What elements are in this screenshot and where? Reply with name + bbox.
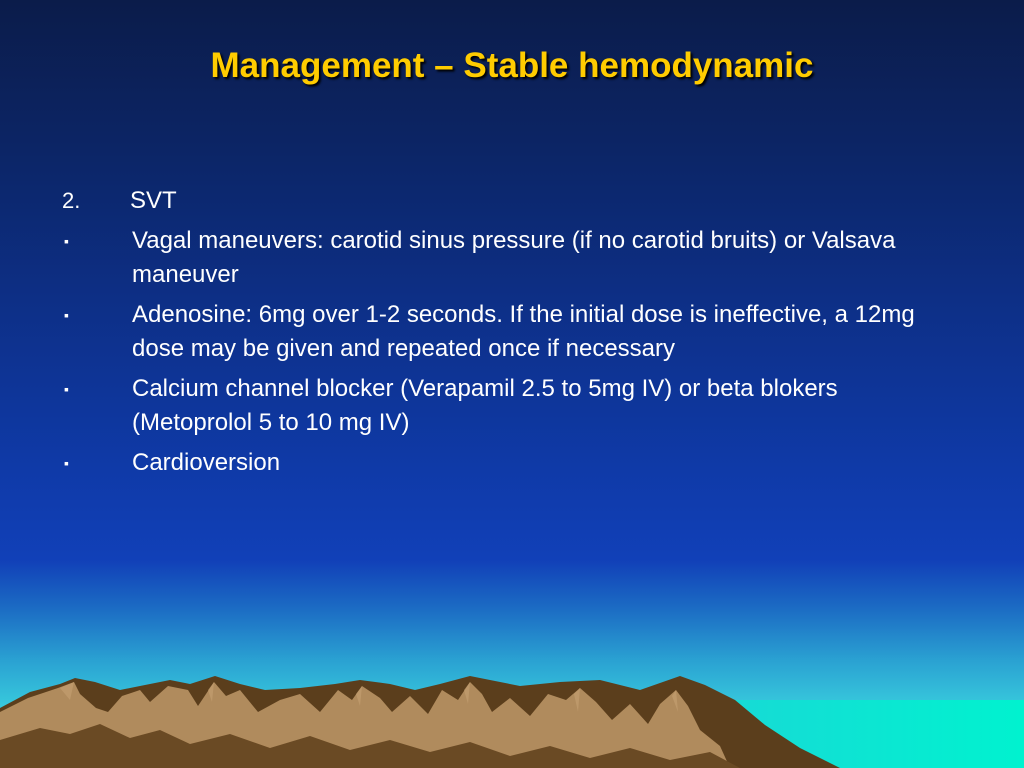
list-item-text: Calcium channel blocker (Verapamil 2.5 to 5mg IV) or beta blokers (Metoprolol 5 to 10 mg IV) xyxy=(132,375,838,436)
list-number: 2. xyxy=(62,188,81,213)
bullet-icon: ▪ xyxy=(64,307,69,323)
bullet-icon: ▪ xyxy=(64,233,69,249)
list-item-text: Adenosine: 6mg over 1-2 seconds. If the initial dose is ineffective, a 12mg dose may be given and repeated once if necessary xyxy=(132,301,915,362)
slide-title: Management – Stable hemodynamic xyxy=(210,46,814,85)
list-item xyxy=(62,372,962,440)
list-item-text: Cardioversion xyxy=(132,449,281,476)
list-item-text: SVT xyxy=(130,187,177,214)
list-item-text: Vagal maneuvers: carotid sinus pressure (if no carotid bruits) or Valsava maneuver xyxy=(132,227,896,288)
bullet-icon: ▪ xyxy=(64,381,69,397)
list-item xyxy=(62,184,962,218)
list-item xyxy=(62,298,962,366)
list-item xyxy=(62,446,962,480)
bullet-icon: ▪ xyxy=(64,455,69,471)
slide-content xyxy=(62,184,962,486)
list-item xyxy=(62,224,962,292)
